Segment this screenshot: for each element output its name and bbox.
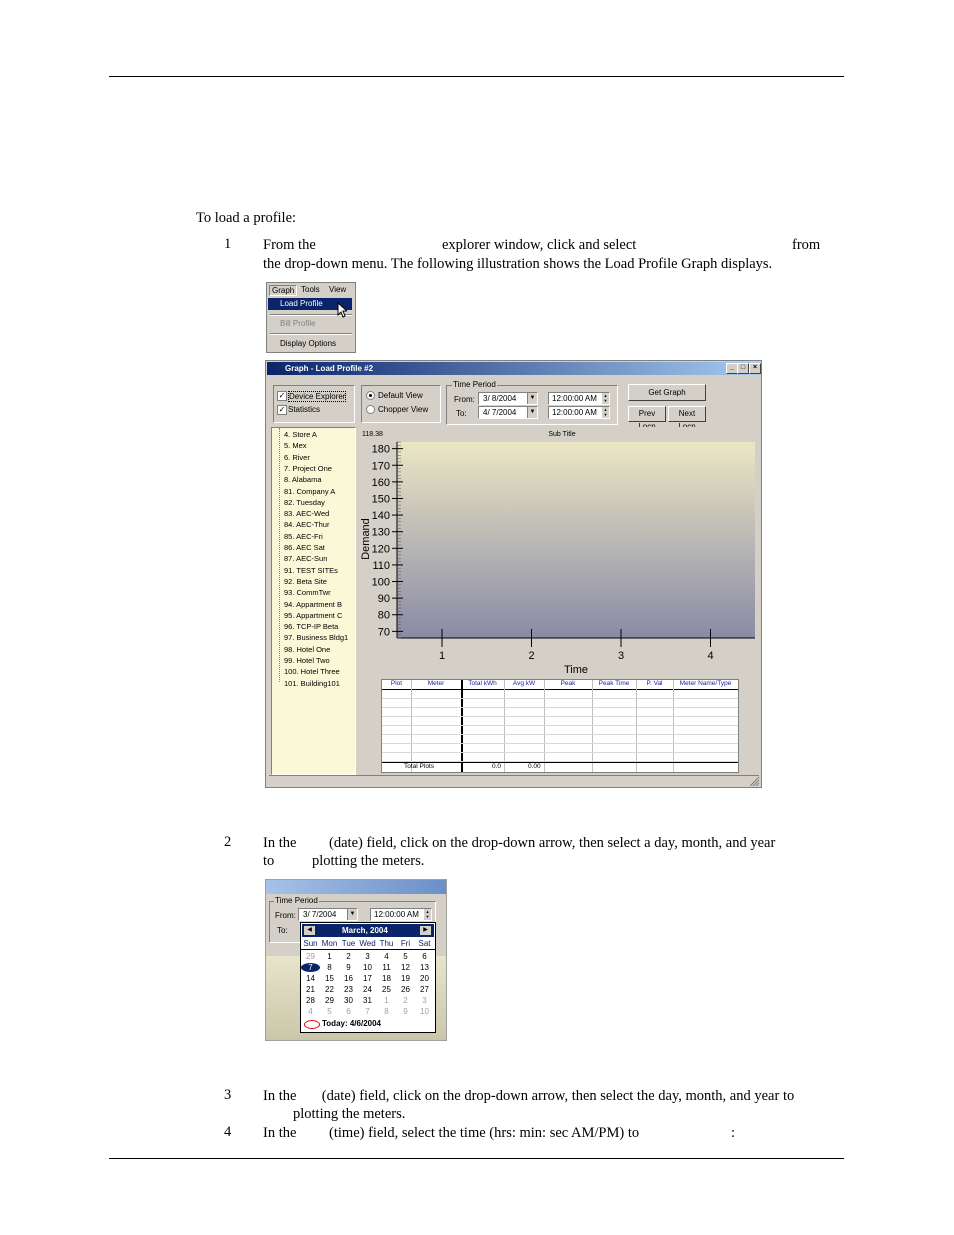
- weekday-label: Sun: [303, 939, 318, 948]
- calendar-day[interactable]: 5: [327, 1007, 332, 1016]
- calendar-day[interactable]: 13: [420, 963, 429, 972]
- y-tick-label: 100: [371, 576, 390, 589]
- table-column-divider: [461, 680, 463, 772]
- footer-rule: [109, 1158, 844, 1159]
- device-explorer-label: Device Explorer: [289, 392, 346, 401]
- table-row: [382, 698, 738, 699]
- step3-text-line2: plotting the meters.: [293, 1106, 406, 1122]
- step4-text-a: In the (time) field, select the time (hrs: min: sec AM/PM) to: [263, 1125, 640, 1141]
- maximize-icon[interactable]: □: [737, 363, 749, 374]
- to-label: To:: [456, 409, 467, 418]
- time-period-group: [446, 380, 618, 425]
- chopper-view-label: Chopper View: [378, 405, 429, 414]
- calendar-day[interactable]: 11: [382, 963, 391, 972]
- from-time-value: 12:00:00 AM: [374, 910, 419, 919]
- spinner-icon[interactable]: ▲ ▼: [603, 407, 608, 417]
- table-column-divider: [592, 680, 593, 772]
- from-label: From:: [454, 395, 475, 404]
- calendar-day[interactable]: 3: [365, 952, 370, 961]
- calendar-day[interactable]: 18: [382, 974, 391, 983]
- calendar-day[interactable]: 27: [420, 985, 429, 994]
- close-icon[interactable]: ×: [749, 363, 761, 374]
- table-column-divider: [504, 680, 505, 772]
- calendar-day[interactable]: 1: [384, 996, 389, 1005]
- tree-connector-line: [279, 428, 280, 682]
- chart-subtitle: Sub Title: [548, 431, 576, 438]
- tree-item[interactable]: 82. Tuesday: [284, 497, 325, 507]
- tree-item[interactable]: 92. Beta Site: [284, 576, 327, 586]
- tree-item[interactable]: 93. CommTwr: [284, 588, 331, 598]
- tree-item[interactable]: 4. Store A: [284, 430, 317, 439]
- menu-bar: [267, 283, 355, 296]
- to-date-field[interactable]: [478, 406, 538, 419]
- step2-text: In the (date) field, click on the drop-down arrow, then select a day, month, and year: [263, 835, 776, 851]
- calendar-header: [302, 924, 434, 937]
- table-column-header[interactable]: Peak: [560, 680, 576, 687]
- tree-item[interactable]: 101. Building101: [284, 678, 340, 688]
- chevron-down-icon[interactable]: ▼: [527, 407, 537, 418]
- calendar-day[interactable]: 19: [401, 974, 410, 983]
- mouse-cursor-icon: [337, 302, 347, 318]
- default-view-radio[interactable]: [366, 391, 375, 400]
- tree-item[interactable]: 94. Appartment B: [284, 599, 342, 609]
- weekday-label: Sat: [418, 939, 431, 948]
- calendar-day[interactable]: 7: [365, 1007, 370, 1016]
- today-circle-icon: [304, 1020, 320, 1029]
- calendar-day[interactable]: 10: [363, 963, 372, 972]
- calendar-day[interactable]: 2: [346, 952, 351, 961]
- calendar-day[interactable]: 26: [401, 985, 410, 994]
- menu-view[interactable]: View: [329, 285, 347, 294]
- step1-text-b: explorer window, click and select: [442, 237, 637, 253]
- calendar-day[interactable]: 28: [306, 996, 315, 1005]
- next-month-button[interactable]: ▶: [420, 926, 431, 935]
- today-label[interactable]: Today: 4/6/2004: [322, 1019, 381, 1028]
- calendar-month-title: March, 2004: [342, 926, 388, 935]
- from-date-field[interactable]: [298, 908, 358, 921]
- x-tick-label: 2: [528, 650, 535, 662]
- tree-item[interactable]: 86. AEC Sat: [284, 543, 325, 552]
- calendar-day[interactable]: 10: [420, 1007, 429, 1016]
- calendar-day[interactable]: 4: [384, 952, 389, 961]
- from-date-value: 3/ 8/2004: [483, 394, 517, 403]
- tree-item[interactable]: 87. AEC-Sun: [284, 554, 328, 564]
- tree-item[interactable]: 95. Appartment C: [284, 610, 343, 620]
- calendar-day[interactable]: 29: [306, 952, 315, 961]
- calendar-day[interactable]: 9: [346, 963, 351, 972]
- table-column-divider: [544, 680, 545, 772]
- calendar-day[interactable]: 15: [325, 974, 334, 983]
- view-options-panel: [273, 385, 355, 423]
- from-date-value: 3/ 7/2004: [303, 910, 337, 919]
- table-column-header[interactable]: Total kWh: [468, 680, 497, 687]
- calendar-day[interactable]: 8: [384, 1007, 389, 1016]
- status-bar: [269, 775, 759, 787]
- from-time-field[interactable]: [370, 908, 432, 921]
- chopper-view-radio[interactable]: [366, 405, 375, 414]
- calendar-screenshot: [265, 879, 447, 1041]
- x-tick-label: 1: [438, 650, 446, 662]
- step-number: 3: [224, 1087, 232, 1103]
- tree-item[interactable]: 81. Company A: [284, 486, 336, 496]
- calendar-day[interactable]: 14: [306, 974, 315, 983]
- table-row: [382, 725, 738, 726]
- chart-corner-value: 118.38: [362, 431, 383, 438]
- total-plots-label: Total Plots: [404, 763, 434, 770]
- calendar-day[interactable]: 1: [327, 952, 332, 961]
- table-column-header[interactable]: Plot: [390, 680, 403, 687]
- load-profile-window: [265, 360, 762, 788]
- y-axis-label: Demand: [360, 518, 372, 560]
- tree-item[interactable]: 91. TEST SITEs: [284, 565, 338, 575]
- table-row: [382, 716, 738, 717]
- window-titlebar-fragment: [266, 880, 447, 894]
- weekday-label: Thu: [379, 939, 394, 948]
- step1-text-a: From the: [263, 237, 316, 253]
- tree-item[interactable]: 7. Project One: [284, 463, 332, 473]
- tree-item[interactable]: 6. River: [284, 452, 310, 462]
- tree-item[interactable]: 97. Business Bldg1: [284, 633, 349, 643]
- calendar-day[interactable]: 8: [327, 963, 332, 972]
- totals-row: [382, 762, 738, 772]
- calendar-day[interactable]: 17: [363, 974, 372, 983]
- y-tick-label: 90: [377, 593, 390, 606]
- y-tick-label: 160: [371, 476, 390, 489]
- calendar-day[interactable]: 9: [403, 1007, 408, 1016]
- calendar-day[interactable]: 29: [325, 996, 334, 1005]
- y-tick-label: 150: [371, 493, 390, 506]
- prev-locn-button[interactable]: Prev: [628, 406, 666, 422]
- window-title: Graph - Load Profile #2: [285, 364, 374, 373]
- table-column-divider: [411, 680, 412, 772]
- table-row: [382, 752, 738, 753]
- step3-text: In the (date) field, click on the drop-down arrow, then select the day, month, and year to: [263, 1088, 795, 1104]
- tree-item[interactable]: 83. AEC-Wed: [284, 509, 330, 519]
- step2-text-b: plotting the meters.: [312, 853, 425, 869]
- menu-item-label: Load Profile: [280, 299, 323, 308]
- step1-text-line2: the drop-down menu. The following illustration shows the Load Profile Graph displays.: [263, 256, 773, 272]
- chart-area: [359, 427, 759, 677]
- to-date-value: 4/ 7/2004: [483, 408, 517, 417]
- window-titlebar: [267, 362, 760, 375]
- table-header-row: [382, 680, 738, 690]
- weekday-label: Mon: [321, 939, 338, 948]
- to-time-value: 12:00:00 AM: [552, 408, 597, 417]
- chevron-down-icon[interactable]: ▼: [347, 909, 357, 920]
- table-row: [382, 743, 738, 744]
- x-axis-label: Time: [563, 664, 589, 676]
- calendar-day[interactable]: 23: [344, 985, 353, 994]
- table-column-header[interactable]: Meter: [427, 680, 445, 687]
- step1-text-c: from: [792, 237, 821, 253]
- from-time-field[interactable]: [548, 392, 610, 405]
- menu-item-display-options[interactable]: Display Options: [280, 339, 337, 348]
- calendar-day[interactable]: 16: [344, 974, 353, 983]
- table-row: [382, 707, 738, 708]
- tree-item[interactable]: 100. Hotel Three: [284, 667, 340, 677]
- y-tick-label: 120: [371, 543, 390, 556]
- calendar-day[interactable]: 6: [422, 952, 427, 961]
- y-tick-label: 130: [371, 526, 390, 539]
- plot-area: [397, 442, 755, 638]
- step4-text-b: :: [731, 1125, 736, 1141]
- table-column-divider: [636, 680, 637, 772]
- table-row: [382, 734, 738, 735]
- to-time-field[interactable]: [548, 406, 610, 419]
- tree-item[interactable]: 5. Mex: [284, 441, 307, 451]
- table-column-header[interactable]: Peak Time: [598, 680, 630, 687]
- weekday-label: Tue: [341, 939, 356, 948]
- to-label: To:: [277, 926, 288, 935]
- calendar-day[interactable]: 21: [306, 985, 315, 994]
- calendar-day[interactable]: 31: [363, 996, 372, 1005]
- total-kwh-value: 0.0: [492, 763, 502, 770]
- view-mode-panel: [361, 385, 441, 423]
- tree-item[interactable]: 98. Hotel One: [284, 644, 331, 654]
- table-column-divider: [673, 680, 674, 772]
- time-period-label: Time Period: [453, 380, 496, 389]
- statistics-table: [381, 679, 739, 773]
- tree-item[interactable]: 84. AEC-Thur: [284, 520, 330, 530]
- from-label: From:: [275, 911, 296, 920]
- y-tick-label: 80: [377, 609, 390, 622]
- statistics-label: Statistics: [288, 405, 321, 414]
- load-profile-chart: [359, 427, 759, 677]
- y-tick-label: 170: [371, 460, 390, 473]
- menu-divider: [270, 333, 352, 335]
- calendar-day[interactable]: 4: [308, 1007, 313, 1016]
- spinner-icon[interactable]: ▲ ▼: [603, 393, 608, 403]
- avg-kw-value: 0.00: [528, 763, 541, 770]
- tree-item[interactable]: 8. Alabama: [284, 475, 322, 485]
- menu-item-bill-profile[interactable]: Bill Profile: [280, 319, 316, 328]
- menu-graph[interactable]: Graph: [269, 285, 297, 296]
- weekday-label: Fri: [400, 939, 411, 948]
- from-time-value: 12:00:00 AM: [552, 394, 597, 403]
- device-explorer-checkbox[interactable]: ✓: [278, 391, 286, 400]
- weekday-label: Wed: [359, 939, 376, 948]
- y-tick-label: 140: [371, 510, 390, 523]
- calendar-day[interactable]: 3: [422, 996, 427, 1005]
- time-period-label: Time Period: [275, 896, 318, 905]
- tree-item[interactable]: 96. TCP-IP Beta: [284, 622, 339, 632]
- device-explorer-tree: [271, 427, 356, 775]
- step-number: 4: [224, 1124, 232, 1140]
- calendar-day[interactable]: 5: [403, 952, 408, 961]
- spinner-icon[interactable]: ▲ ▼: [425, 909, 430, 919]
- x-tick-label: 4: [707, 650, 714, 662]
- calendar-day[interactable]: 12: [401, 963, 410, 972]
- menu-tools[interactable]: Tools: [301, 285, 320, 294]
- intro-text: To load a profile:: [196, 210, 297, 226]
- y-tick-label: 180: [371, 443, 390, 456]
- y-tick-label: 70: [377, 626, 390, 639]
- calendar-day[interactable]: 6: [346, 1007, 351, 1016]
- weekday-header-row: [301, 939, 435, 950]
- default-view-label: Default View: [378, 391, 423, 400]
- step-number: 1: [224, 236, 232, 252]
- tree-item[interactable]: 99. Hotel Two: [284, 656, 330, 665]
- calendar-day[interactable]: 2: [403, 996, 408, 1005]
- table-column-header[interactable]: Avg kW: [512, 680, 536, 687]
- prev-month-button[interactable]: ◀: [304, 926, 315, 935]
- step2-text-a: to: [263, 853, 275, 869]
- calendar-day[interactable]: 7: [301, 963, 320, 972]
- calendar-day[interactable]: 25: [382, 985, 391, 994]
- graph-menu-screenshot: [266, 282, 356, 353]
- chevron-down-icon[interactable]: ▼: [527, 393, 537, 404]
- minimize-icon[interactable]: _: [726, 363, 738, 374]
- tree-item[interactable]: 85. AEC-Fri: [284, 531, 323, 541]
- x-tick-label: 3: [617, 650, 625, 662]
- next-locn-button[interactable]: Next: [668, 406, 706, 422]
- statistics-checkbox[interactable]: ✓: [278, 405, 286, 414]
- table-column-header[interactable]: P. Val: [646, 680, 663, 687]
- table-column-header[interactable]: Meter Name/Type: [679, 680, 732, 687]
- y-tick-label: 110: [372, 559, 390, 572]
- calendar-day[interactable]: 20: [420, 974, 429, 983]
- calendar-day[interactable]: 30: [344, 996, 353, 1005]
- from-date-field[interactable]: [478, 392, 538, 405]
- calendar-day[interactable]: 22: [325, 985, 334, 994]
- step-number: 2: [224, 834, 232, 850]
- resize-grip-icon[interactable]: [748, 775, 760, 786]
- calendar-day[interactable]: 24: [363, 985, 372, 994]
- get-graph-button[interactable]: Get Graph: [628, 384, 706, 401]
- header-rule: [109, 76, 844, 77]
- date-picker-dropdown: [300, 922, 436, 1033]
